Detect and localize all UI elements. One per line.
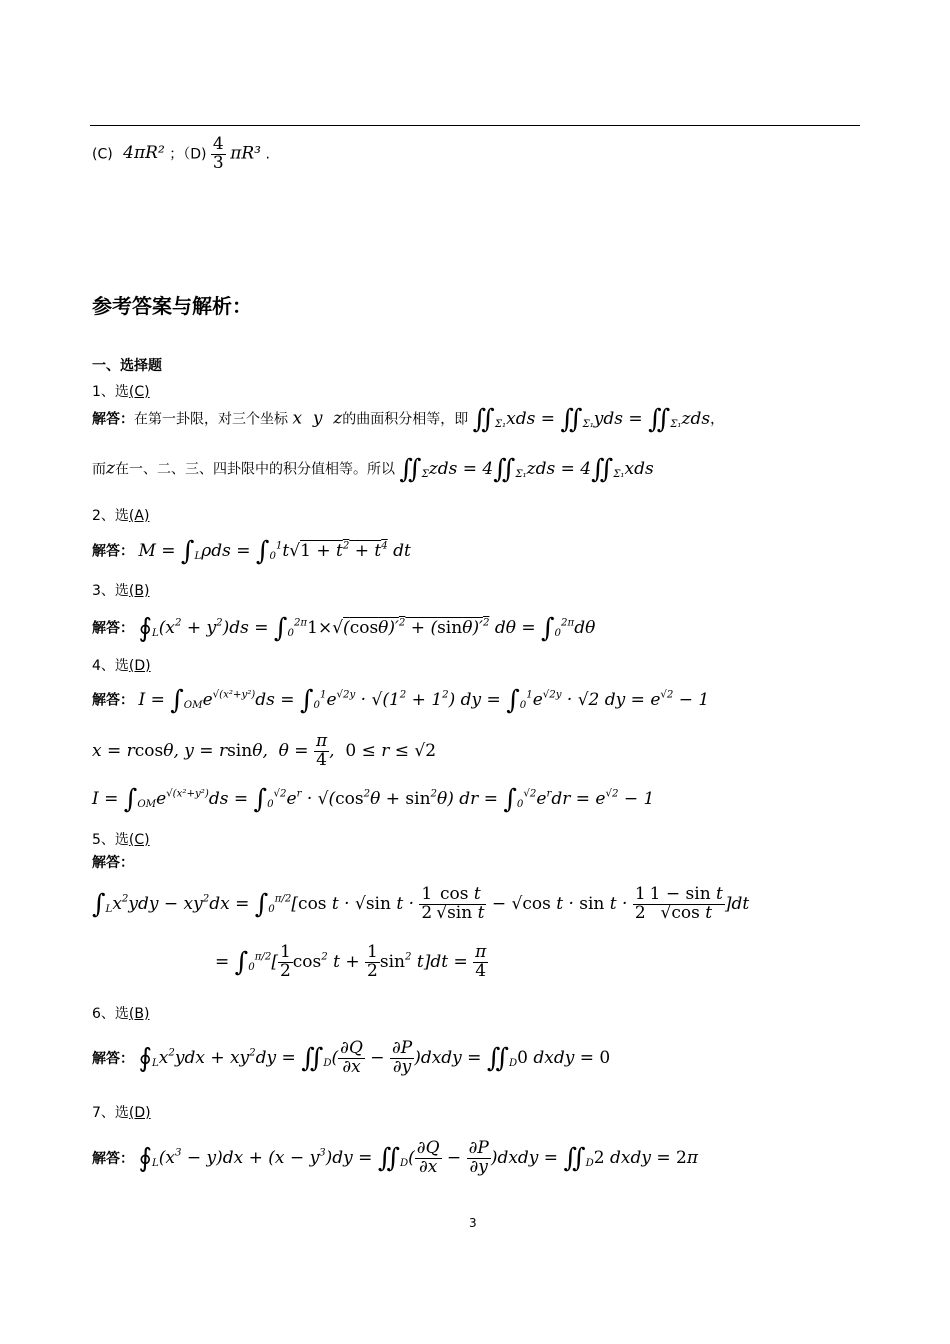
solution-1-line-2: 而z在一、二、三、四卦限中的积分值相等。所以 $∬_\Sigma zds$ = $4∬_{\Sigma_1}zds$ = $4∬_{\Sigma_1}xds$ (92, 454, 654, 484)
solution-5-line-1: $\int_Lx^2ydy - xy^2dx = \int_0^{\pi/2}[\cos$ t · √sin t · $\frac{1}{2}$ $\frac{\text{cos t}}{\text{√sin t}}$ − √cos t · sin t · $\frac{1}{2}$ $\frac{\text{1 − sin t}}{\text{√cos t}}$ ]dt (92, 884, 750, 923)
option-d-value: πR³ (230, 143, 261, 164)
solution-1-line-1: 解答：在第一卦限，对三个坐标 x y z的曲面积分相等，即 $∬_{\Sigma_1}xds$ = $∬_{\Sigma_1}yds$ = $∬_{\Sigma_1}zds$， (92, 404, 725, 434)
solution-7: 解答： $∮_L(x^3 - y)dx + (x - y^3)dy$ = $∬_D$( $\frac{\partial Q}{\partial x}$ − $\frac{\partial P}{\partial y}$ )dxdy = $∬_D2$ dxdy = 2π (92, 1138, 699, 1177)
solution-5-label: 解答： (92, 855, 134, 871)
solution-3: 解答： $∮_L(x^2 + y^2)ds = \int_0^{2\pi}1\times√(\cos\theta)'^2 + (\sin\theta)'^2$ $d\theta = \int_0^{2\pi}d\theta$ (92, 613, 596, 643)
section-title: 一、选择题 (92, 358, 162, 374)
option-c-label: (C) (92, 146, 113, 163)
solution-4-line-3: $I = \int_{OM}e^{√(x^2+y^2)}ds = \int_0^{√2}e^r \cdot √(\cos^2\theta + \sin^2\theta)$ dr = $\int_0^{√2}e^rdr = e^{√2} - 1$ (92, 784, 655, 814)
answer-6: 6、选(B) (92, 1006, 150, 1022)
option-c-value: 4πR² (123, 143, 165, 164)
page-number: 3 (469, 1216, 477, 1230)
answer-7: 7、选(D) (92, 1105, 151, 1121)
options-line: (C) 4πR² ；（D) $\frac{4}{3}$ πR³ . (92, 134, 270, 173)
top-rule (90, 125, 860, 126)
answer-4: 4、选(D) (92, 658, 151, 674)
answer-3: 3、选(B) (92, 583, 150, 599)
solution-5-line-2: = $\int_0^{\pi/2}$[ $\frac{1}{2}$ $\cos^2 t$ + $\frac{1}{2}$ $\sin^2 t]dt$ = $\frac{\pi}{4}$ (215, 942, 487, 981)
answer-2: 2、选(A) (92, 508, 150, 524)
answer-5: 5、选(C) (92, 832, 150, 848)
option-d-fraction: $\frac{4}{3}$ (212, 134, 224, 173)
solution-6: 解答： $∮_Lx^2ydx + xy^2dy$ = $∬_D$( $\frac{\partial Q}{\partial x}$ − $\frac{\partial P}{\partial y}$ )dxdy = $∬_D0$ dxdy = 0 (92, 1038, 611, 1077)
answer-1: 1、选(C) (92, 384, 150, 400)
option-separator: ；（D) (169, 146, 207, 163)
solution-4-line-1: 解答： $I = \int_{OM}e^{√(x^2+y^2)}ds = \int_0^1e^{√2y} \cdot √(1^2 + 1^2)$ dy = $\int_0^1e^{√2y} \cdot √2$ dy = $e^{√2} - 1$ (92, 685, 710, 715)
solution-2: 解答： $M = \int_L\rho ds = \int_0^1t√1 + t^2 + t^4$ dt (92, 536, 411, 566)
answers-heading: 参考答案与解析： (92, 294, 252, 318)
solution-4-line-2: x = rcosθ, y = rsinθ, θ = $\frac{\pi}{4}$ , 0 ≤ r ≤ √2 (92, 731, 437, 770)
